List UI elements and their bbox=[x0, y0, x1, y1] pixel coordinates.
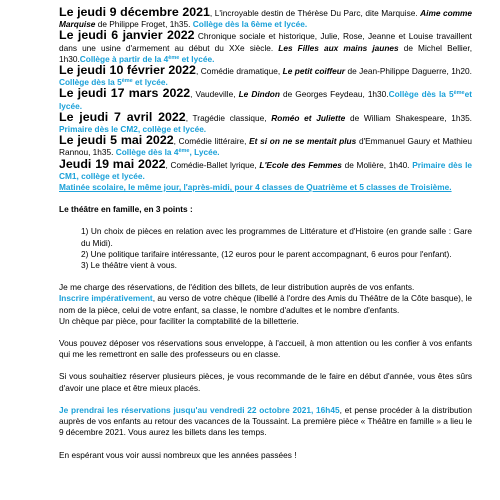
event-5: Le jeudi 7 avril 2022, Tragédie classique, Roméo et Juliette de William Shakespeare, 1h35. Primaire dès le CM2, collège et lycée. bbox=[59, 109, 472, 135]
point-1: 1) Un choix de pièces en relation avec les programmes de Littérature et d'Histoire (en grande salle : Gare du Midi). bbox=[81, 226, 472, 248]
event-date: Le jeudi 7 avril 2022 bbox=[59, 109, 186, 124]
event-date: Jeudi 19 mai 2022 bbox=[59, 156, 166, 171]
point-3: 3) Le théâtre vient à vous. bbox=[81, 260, 177, 271]
paragraph-cheque-note: Un chèque par pièce, pour faciliter la comptabilité de la billetterie. bbox=[59, 315, 299, 326]
play-title: Et si on ne se mentait plus bbox=[249, 136, 357, 147]
spacer bbox=[59, 271, 472, 282]
spacer bbox=[59, 394, 472, 405]
event-7: Jeudi 19 mai 2022, Comédie-Ballet lyrique, L'Ecole des Femmes de Molière, 1h40. Primaire dès le CM1, collège et lycée. bbox=[59, 156, 472, 181]
paragraph-cheque: Inscrire impérativement, au verso de votre chèque (libellé à l'ordre des Amis du Théâtre de la Côte basque), le nom de la pièce, celui de votre enfant, sa classe, le nombre d'adultes et le nombre d'enfants. bbox=[59, 293, 472, 315]
event-6: Le jeudi 5 mai 2022, Comédie littéraire, Et si on ne se mentait plus d'Emmanuel Gaury et Mathieu Rannou, 1h35. Collège dès la 4ème, Lycée. bbox=[59, 133, 472, 158]
event-date: Le jeudi 10 février 2022 bbox=[59, 63, 196, 78]
spacer bbox=[59, 327, 472, 338]
section-title: Le théâtre en famille, en 3 points : bbox=[59, 204, 193, 215]
play-title: Aime comme Marquise bbox=[59, 8, 473, 30]
audience-label: Collège dès la 6ème et lycée. bbox=[192, 19, 308, 30]
paragraph-deposit: Vous pouvez déposer vos réservations sous enveloppe, à l'accueil, à mon attention ou les confier à vos enfants qui me les remettront en salle des professeurs ou en classe. bbox=[59, 338, 472, 360]
event-2: Le jeudi 6 janvier 2022 Chronique sociale et historique, Julie, Rose, Jeanne et Louise travaillent dans une usine d'armement au début du XXe siècle. Les Filles aux mains jaunes de Michel Bellier, 1h30.Collège à partir de la 4ème et lycée. bbox=[59, 28, 472, 64]
event-date: Le jeudi 9 décembre 2021 bbox=[59, 5, 210, 19]
document-body bbox=[59, 7, 472, 461]
paragraph-multiple: Si vous souhaitiez réserver plusieurs pièces, je vous recommande de le faire en début d'année, vous êtes sûrs d'avoir une place et être mieux placés. bbox=[59, 371, 472, 393]
audience-label: Collège à partir de la 4ème et lycée. bbox=[79, 53, 215, 64]
audience-label: Collège dès la 4ème, Lycée. bbox=[115, 147, 220, 158]
spacer bbox=[59, 193, 472, 204]
matinee-note: Matinée scolaire, le même jour, l'après-midi, pour 4 classes de Quatrième et 5 classes de Troisième. bbox=[59, 182, 452, 193]
event-1: Le jeudi 9 décembre 2021, L'incroyable destin de Thérèse Du Parc, dite Marquise. Aime comme Marquise de Philippe Froget, 1h35. Collège dès la 6ème et lycée. bbox=[59, 5, 473, 30]
event-date: Le jeudi 17 mars 2022 bbox=[59, 86, 191, 101]
play-title: Le petit coiffeur bbox=[282, 66, 345, 77]
play-title: Les Filles aux mains jaunes bbox=[278, 42, 399, 53]
spacer bbox=[59, 360, 472, 371]
play-title: Roméo et Juliette bbox=[271, 112, 346, 123]
event-4: Le jeudi 17 mars 2022, Vaudeville, Le Dindon de Georges Feydeau, 1h30.Collège dès la 5èmeet lycée. bbox=[59, 86, 472, 111]
play-title: L'Ecole des Femmes bbox=[259, 159, 342, 170]
play-title: Le Dindon bbox=[238, 89, 280, 100]
point-2: 2) Une politique tarifaire intéressante, (12 euros pour le parent accompagnant, 6 euros pour l'enfant). bbox=[81, 248, 452, 259]
audience-label: Collège dès la 5ème et lycée. bbox=[59, 77, 168, 88]
paragraph-closing: En espérant vous voir aussi nombreux que les années passées ! bbox=[59, 449, 297, 460]
paragraph-reservations: Je me charge des réservations, de l'édition des billets, de leur distribution auprès de vos enfants. bbox=[59, 282, 415, 293]
audience-label: Collège dès la 5èmeet lycée. bbox=[59, 89, 472, 111]
paragraph-deadline: Je prendrai les réservations jusqu'au vendredi 22 octobre 2021, 16h45, et pense procéder à la distribution auprès de vos enfants au retour des vacances de la Toussaint. La première pièce « Théâtre en famille » a lieu le 9 décembre 2021. Vous aurez les billets dans les temps. bbox=[59, 404, 472, 438]
event-date: Le jeudi 5 mai 2022 bbox=[59, 133, 174, 148]
spacer bbox=[59, 439, 472, 450]
audience-label: Primaire dès le CM2, collège et lycée. bbox=[59, 124, 207, 135]
event-3: Le jeudi 10 février 2022, Comédie dramatique, Le petit coiffeur de Jean-Philippe Daguerre, 1h20. Collège dès la 5ème et lycée. bbox=[59, 63, 472, 88]
spacer bbox=[59, 215, 472, 226]
event-date: Le jeudi 6 janvier 2022 bbox=[59, 28, 195, 43]
audience-label: Primaire dès le CM1, collège et lycée. bbox=[59, 159, 472, 181]
